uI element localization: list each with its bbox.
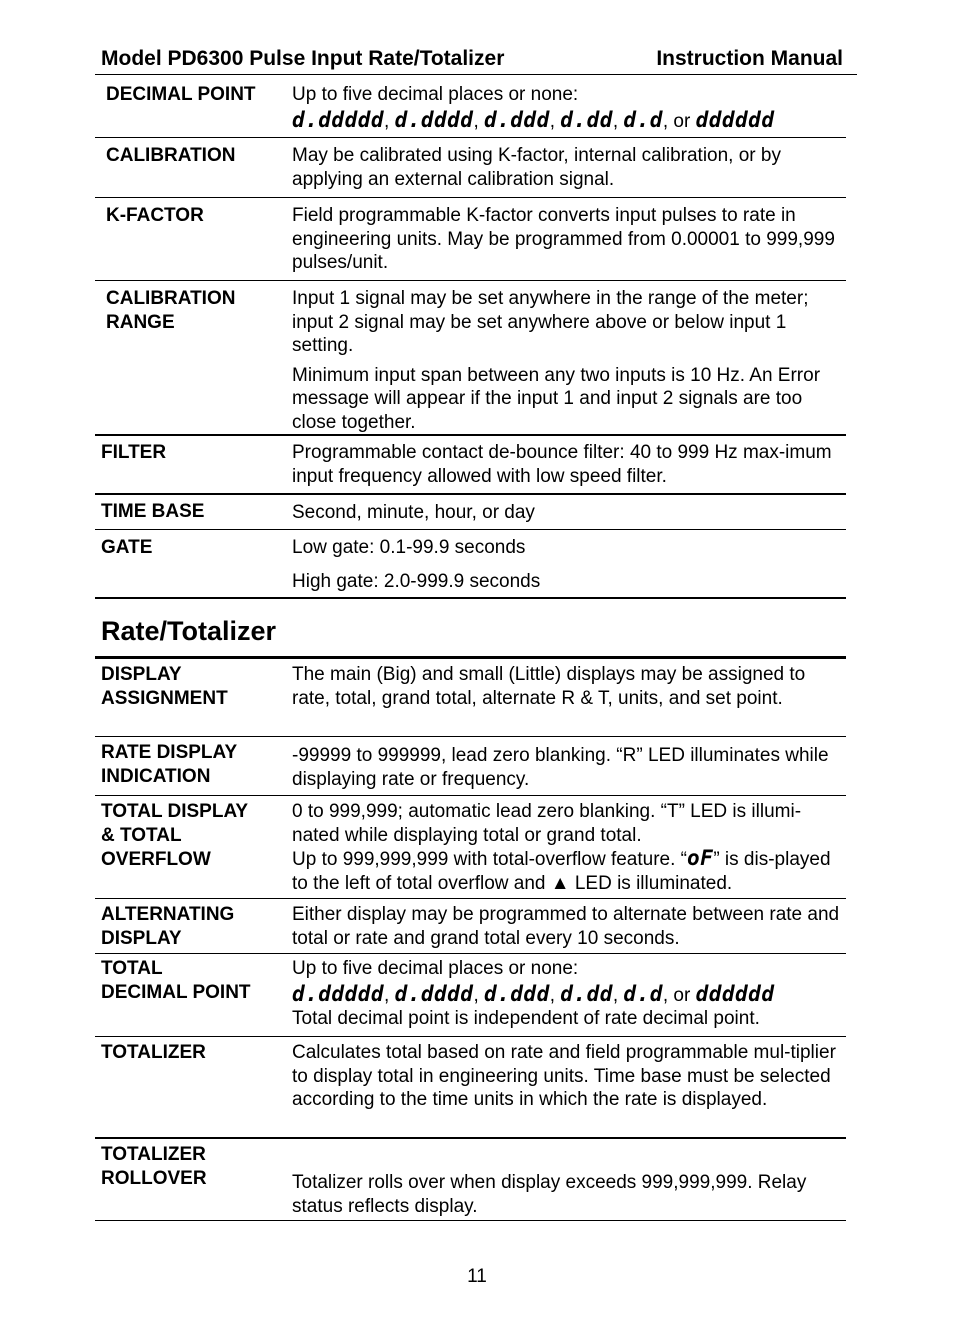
format-2dp: d.dd (560, 107, 613, 132)
spec-desc-total-decimal-point: Up to five decimal places or none: d.ddddd, d.dddd, d.ddd, d.dd, d.d, or dddddd Total decimal point is independent of rate decimal point. (292, 957, 844, 1031)
spec-desc-gate: Low gate: 0.1-99.9 seconds High gate: 2.0-999.9 seconds (292, 537, 541, 592)
format-2dp: d.dd (560, 981, 613, 1006)
spec-label-totalizer: TOTALIZER (101, 1042, 206, 1063)
spec-desc-display-assignment: The main (Big) and small (Little) displays may be assigned to rate, total, grand total, alternate R & T, units, and set point. (292, 664, 806, 709)
format-1dp: d.d (623, 107, 663, 132)
row-divider (95, 137, 846, 138)
row-divider (95, 898, 846, 899)
spec-desc-decimal-point: Up to five decimal places or none: d.ddddd, d.dddd, d.ddd, d.dd, d.d, or dddddd (292, 83, 844, 133)
row-divider (95, 795, 846, 796)
overflow-symbol: oF (687, 846, 714, 871)
spec-label-time-base: TIME BASE (101, 501, 205, 522)
spec-desc-totalizer-rollover: Totalizer rolls over when display exceeds 999,999,999. Relay status reflects display. (292, 1172, 807, 1217)
header-divider (95, 74, 857, 75)
format-5dp: d.ddddd (292, 981, 385, 1006)
document-title: Model PD6300 Pulse Input Rate/Totalizer (101, 47, 505, 70)
spec-label-rate-display-indication: RATE DISPLAY INDICATION (101, 742, 238, 787)
page-number: 11 (467, 1266, 487, 1287)
row-divider (95, 197, 846, 198)
spec-label-display-assignment: DISPLAY ASSIGNMENT (101, 664, 228, 709)
row-divider (95, 529, 846, 530)
spec-label-filter: FILTER (101, 442, 167, 463)
row-divider (95, 1137, 846, 1139)
manual-label: Instruction Manual (656, 47, 843, 70)
spec-label-calibration: CALIBRATION (106, 145, 236, 166)
spec-desc-filter: Programmable contact de-bounce filter: 40 to 999 Hz max-imum input frequency allowed with low speed filter. (292, 442, 832, 487)
format-4dp: d.dddd (394, 981, 474, 1006)
section-divider (95, 656, 846, 659)
row-divider (95, 493, 846, 495)
format-0dp: dddddd (695, 107, 775, 132)
spec-desc-totalizer: Calculates total based on rate and field programmable mul-tiplier to display total in engineering units. Time base must be selected according to the time units in which the rate is displayed. (292, 1042, 836, 1111)
spec-label-totalizer-rollover: TOTALIZER ROLLOVER (101, 1144, 207, 1189)
decimal-format-list: d.ddddd, d.dddd, d.ddd, d.dd, d.d, or dddddd (292, 981, 775, 1006)
spec-desc-calibration: May be calibrated using K-factor, internal calibration, or by applying an external calibration signal. (292, 145, 781, 190)
spec-label-calibration-range: CALIBRATION RANGE (106, 288, 236, 333)
spec-label-total-decimal-point: TOTAL DECIMAL POINT (101, 958, 251, 1003)
spec-desc-calibration-range: Input 1 signal may be set anywhere in the range of the meter; input 2 signal may be set anywhere above or below input 1 setting. Minimum input span between any two inputs is 10 Hz. An Error message will appear if the input 1 and input 2 signals are too close together. (292, 288, 821, 433)
spec-desc-alternating-display: Either display may be programmed to alternate between rate and total or rate and grand total every 10 seconds. (292, 904, 840, 949)
format-1dp: d.d (623, 981, 663, 1006)
spec-label-total-display-overflow: TOTAL DISPLAY & TOTAL OVERFLOW (101, 801, 249, 870)
decimal-format-list: d.ddddd, d.dddd, d.ddd, d.dd, d.d, or dddddd (292, 107, 775, 132)
row-divider (95, 434, 846, 436)
spec-label-k-factor: K-FACTOR (106, 205, 204, 226)
spec-label-gate: GATE (101, 537, 153, 558)
row-divider (95, 597, 846, 599)
spec-label-decimal-point: DECIMAL POINT (106, 84, 256, 105)
format-3dp: d.ddd (484, 981, 550, 1006)
spec-desc-k-factor: Field programmable K-factor converts input pulses to rate in engineering units. May be programmed from 0.00001 to 999,999 pulses/unit. (292, 205, 835, 274)
format-0dp: dddddd (695, 981, 775, 1006)
spec-desc-total-display-overflow: 0 to 999,999; automatic lead zero blanking. “T” LED is illumi-nated while displaying total or grand total. Up to 999,999,999 with total-overflow feature. “oF” is dis-played to the left of total overflow and ▲ LED is illuminated. (292, 801, 831, 894)
row-divider (95, 1220, 846, 1221)
row-divider (95, 280, 846, 281)
format-5dp: d.ddddd (292, 107, 385, 132)
row-divider (95, 1036, 846, 1037)
spec-label-alternating-display: ALTERNATING DISPLAY (101, 904, 235, 949)
spec-desc-time-base: Second, minute, hour, or day (292, 502, 535, 523)
spec-desc-rate-display-indication: -99999 to 999999, lead zero blanking. “R” LED illuminates while displaying rate or frequency. (292, 745, 829, 790)
format-3dp: d.ddd (484, 107, 550, 132)
row-divider (95, 736, 846, 737)
section-title: Rate/Totalizer (101, 616, 277, 646)
format-4dp: d.dddd (394, 107, 474, 132)
row-divider (95, 953, 846, 954)
